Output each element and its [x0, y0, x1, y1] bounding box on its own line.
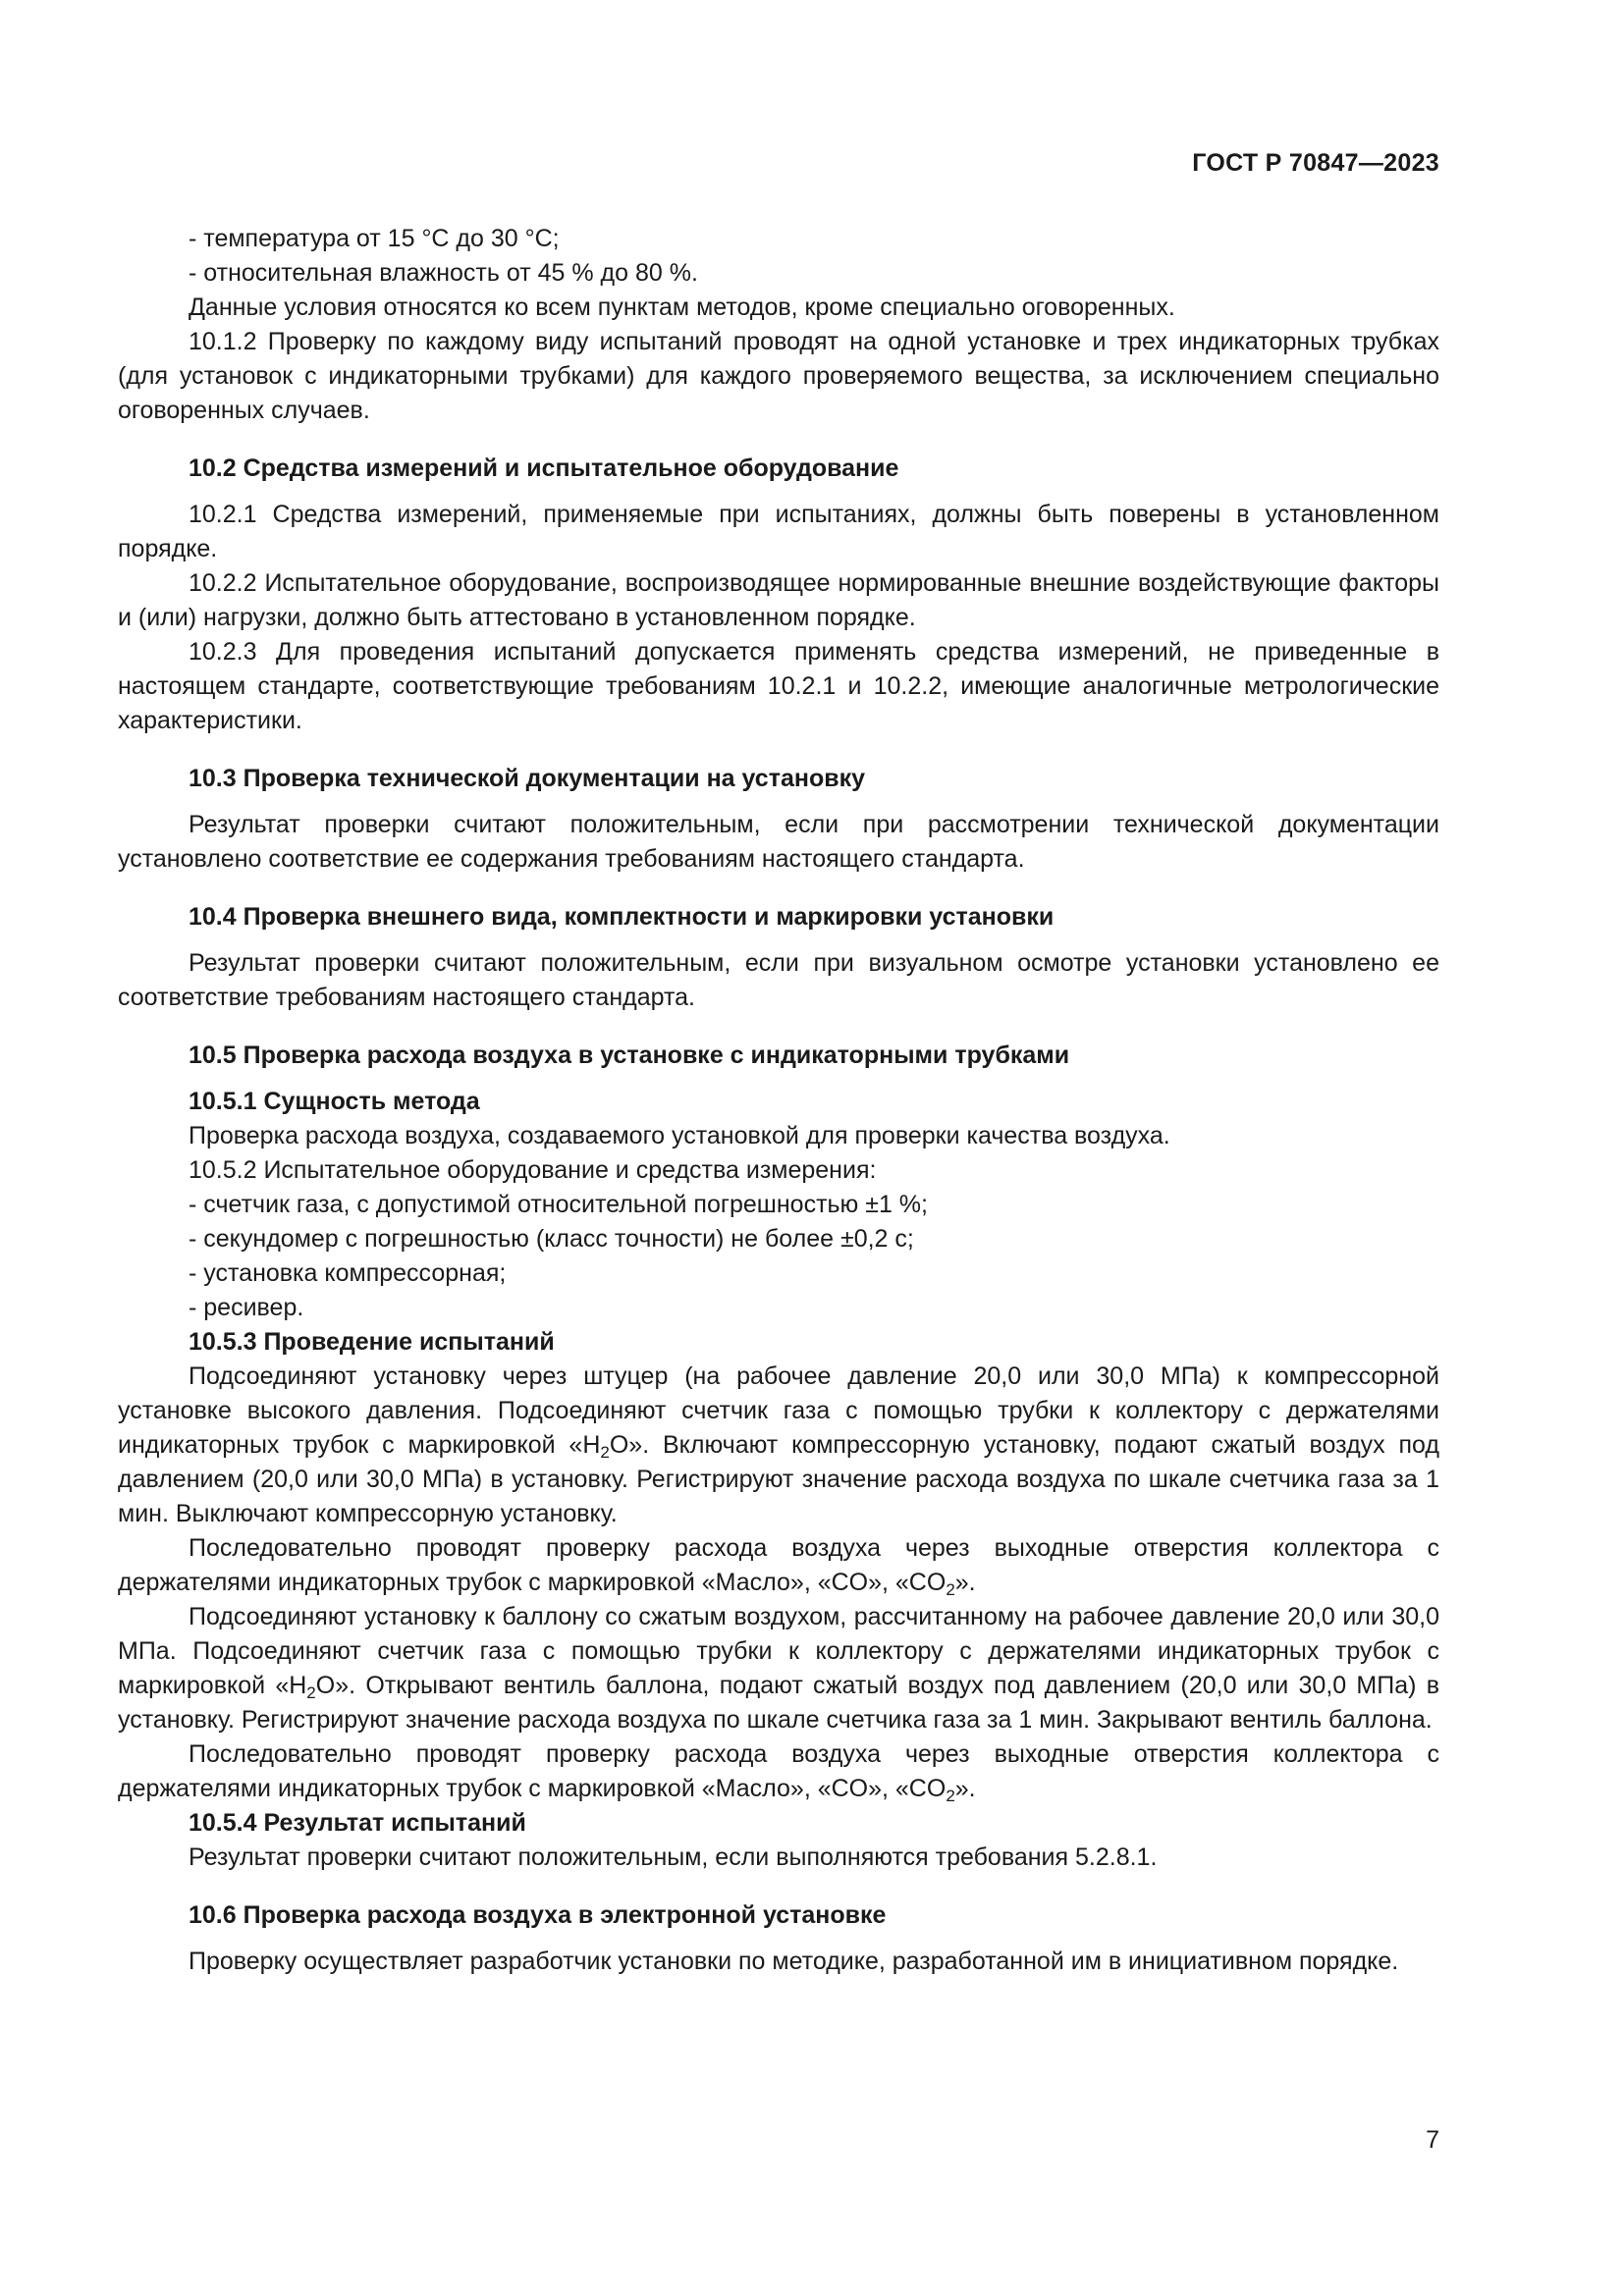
heading-10-5-1: 10.5.1 Сущность метода: [189, 1088, 480, 1115]
paragraph-10-6: Проверку осуществляет разработчик установки по методике, разработанной им в инициативном порядке.: [189, 1948, 1399, 1975]
conditions-note: Данные условия относятся ко всем пунктам методов, кроме специально оговоренных.: [189, 294, 1175, 321]
condition-humidity: - относительная влажность от 45 % до 80 %.: [189, 259, 698, 287]
list-item: - ресивер.: [189, 1294, 304, 1321]
condition-temperature: - температура от 15 °C до 30 °C;: [189, 225, 560, 252]
heading-10-6: 10.6 Проверка расхода воздуха в электронной установке: [189, 1901, 887, 1929]
paragraph-10-5-3-b: Последовательно проводят проверку расхода воздуха через выходные отверстия коллектора с держателями индикаторных трубок с маркировкой «Масло», «CO», «$CO_2$».: [118, 1534, 1439, 1599]
paragraph-10-5-3-d: Последовательно проводят проверку расхода воздуха через выходные отверстия коллектора с держателями индикаторных трубок с маркировкой «Масло», «CO», «$CO_2$».: [118, 1740, 1439, 1805]
paragraph-10-5-4: Результат проверки считают положительным, если выполняются требования 5.2.8.1.: [189, 1843, 1158, 1871]
paragraph-10-1-2: 10.1.2 Проверку по каждому виду испытаний проводят на одной установке и трех индикаторных трубках (для установок с индикаторными трубками) для каждого проверяемого вещества, за исключением специально оговоренных случаев.: [118, 328, 1439, 424]
paragraph-10-5-3-c: Подсоединяют установку к баллону со сжатым воздухом, рассчитанному на рабочее давление 20,0 или 30,0 МПа. Подсоединяют счетчик газа с помощью трубки к коллектору с держателями индикаторных трубок с маркировкой «$H_2O$». Открывают вентиль баллона, подают сжатый воздух под давлением (20,0 или 30,0 МПа) в установку. Регистрируют значение расхода воздуха по шкале счетчика газа за 1 мин. Закрывают вентиль баллона.: [118, 1603, 1439, 1734]
paragraph-10-5-1: Проверка расхода воздуха, создаваемого установкой для проверки качества воздуха.: [189, 1122, 1170, 1149]
page-body: [118, 222, 1439, 1979]
page-number: 7: [1426, 2126, 1439, 2154]
standard-header: ГОСТ Р 70847—2023: [1192, 149, 1439, 177]
paragraph-10-2-3: 10.2.3 Для проведения испытаний допускается применять средства измерений, не приведенные в настоящем стандарте, соответствующие требованиям 10.2.1 и 10.2.2, имеющие аналогичные метрологические характеристики.: [118, 638, 1439, 734]
heading-10-5-3: 10.5.3 Проведение испытаний: [189, 1328, 555, 1356]
paragraph-10-5-2: 10.5.2 Испытательное оборудование и средства измерения:: [189, 1156, 877, 1184]
paragraph-10-2-1: 10.2.1 Средства измерений, применяемые при испытаниях, должны быть поверены в установленном порядке.: [118, 501, 1439, 562]
list-item: - установка компрессорная;: [189, 1259, 507, 1287]
heading-10-5: 10.5 Проверка расхода воздуха в установке с индикаторными трубками: [189, 1041, 1070, 1069]
heading-10-5-4: 10.5.4 Результат испытаний: [189, 1809, 526, 1837]
list-item: - секундомер с погрешностью (класс точности) не более ±0,2 с;: [189, 1225, 914, 1253]
paragraph-10-5-3-a: Подсоединяют установку через штуцер (на рабочее давление 20,0 или 30,0 МПа) к компрессорной установке высокого давления. Подсоединяют счетчик газа с помощью трубки к коллектору с держателями индикаторных трубок с маркировкой «$H_2O$». Включают компрессорную установку, подают сжатый воздух под давлением (20,0 или 30,0 МПа) в установку. Регистрируют значение расхода воздуха по шкале счетчика газа за 1 мин. Выключают компрессорную установку.: [118, 1362, 1439, 1527]
heading-10-4: 10.4 Проверка внешнего вида, комплектности и маркировки установки: [189, 903, 1055, 931]
heading-10-3: 10.3 Проверка технической документации на установку: [189, 765, 866, 792]
heading-10-2: 10.2 Средства измерений и испытательное оборудование: [189, 454, 899, 482]
paragraph-10-4: Результат проверки считают положительным, если при визуальном осмотре установки установлено ее соответствие требованиям настоящего стандарта.: [118, 949, 1439, 1011]
paragraph-10-2-2: 10.2.2 Испытательное оборудование, воспроизводящее нормированные внешние воздействующие факторы и (или) нагрузки, должно быть аттестовано в установленном порядке.: [118, 569, 1439, 631]
list-item: - счетчик газа, с допустимой относительной погрешностью ±1 %;: [189, 1191, 928, 1218]
paragraph-10-3: Результат проверки считают положительным, если при рассмотрении технической документации установлено соответствие ее содержания требованиям настоящего стандарта.: [118, 811, 1439, 873]
